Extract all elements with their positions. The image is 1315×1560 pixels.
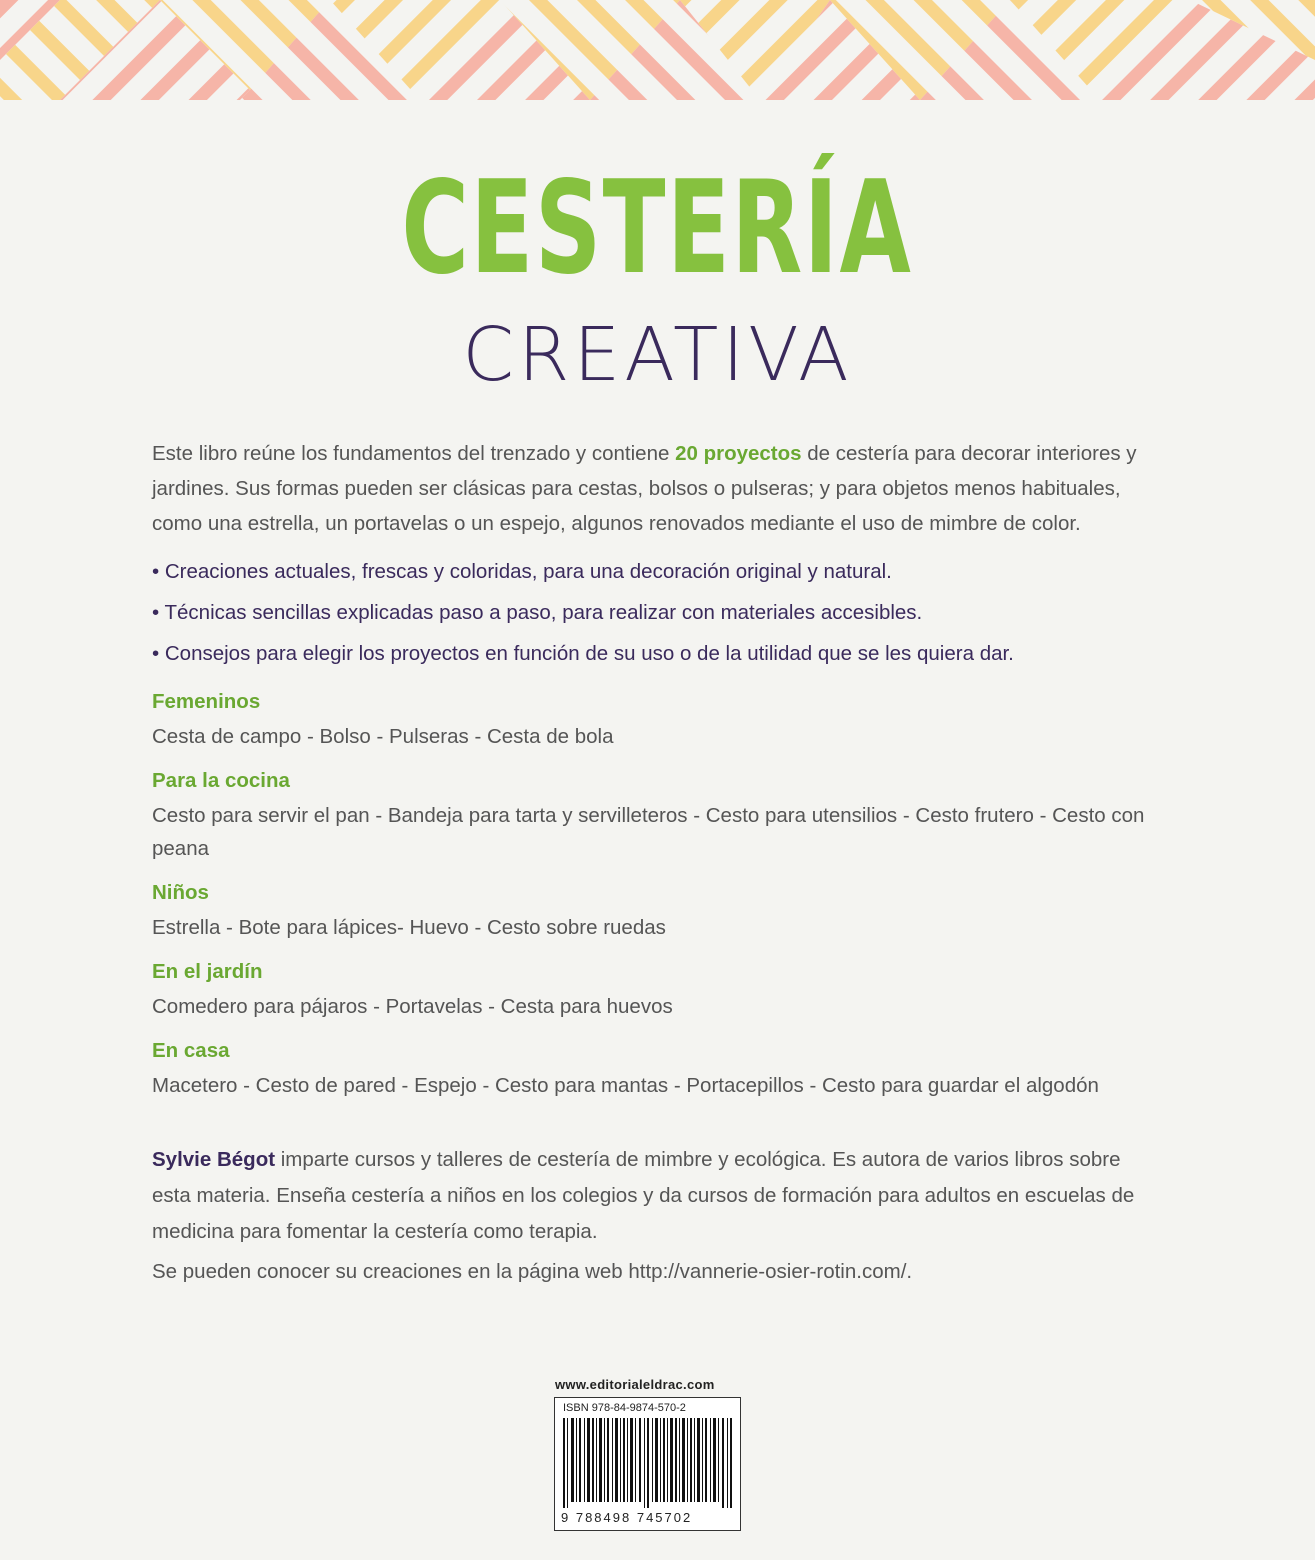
author-name: Sylvie Bégot (152, 1148, 276, 1171)
category-heading: En el jardín (152, 960, 263, 983)
feature-item: • Técnicas sencillas explicadas paso a paso, para realizar con materiales accesibles. (152, 601, 923, 624)
intro-highlight: 20 proyectos (675, 442, 802, 465)
category-items: Cesto para servir el pan - Bandeja para tarta y servilleteros - Cesto para utensilios - Cesto frutero - Cesto con peana (152, 804, 1145, 860)
category-ninos (152, 875, 1152, 944)
category-en-el-jardin (152, 954, 1152, 1023)
feature-item: • Creaciones actuales, frescas y coloridas, para una decoración original y natural. (152, 560, 892, 583)
category-para-la-cocina (152, 763, 1152, 865)
intro-paragraph (152, 436, 1152, 541)
isbn-label: ISBN 978-84-9874-570-2 (563, 1402, 686, 1414)
author-bio-text: imparte cursos y talleres de cestería de mimbre y ecológica. Es autora de varios libros sobre esta materia. Enseña cestería a niños en los colegios y da cursos de formación para adultos en escuelas de medicina para fomentar la cestería como terapia. (152, 1148, 1135, 1243)
category-heading: Femeninos (152, 690, 261, 713)
category-heading: En casa (152, 1039, 230, 1062)
barcode-number: 9 788498 745702 (561, 1510, 693, 1525)
author-website-note: Se pueden conocer su creaciones en la página web http://vannerie-osier-rotin.com/. (152, 1260, 913, 1283)
category-femeninos (152, 684, 1152, 753)
category-heading: Niños (152, 881, 209, 904)
intro-text-end: de cestería para decorar interiores y jardines. Sus formas pueden ser clásicas para cestas, bolsos o pulseras; y para objetos menos habituales, como una estrella, un portavelas o un espejo, algunos renovados mediante el uso de mimbre de color. (152, 442, 1137, 535)
barcode-block (554, 1397, 741, 1531)
category-items: Estrella - Bote para lápices- Huevo - Cesto sobre ruedas (152, 916, 666, 939)
category-items: Comedero para pájaros - Portavelas - Cesta para huevos (152, 995, 673, 1018)
decorative-stripe-banner (0, 0, 1315, 100)
category-items: Macetero - Cesto de pared - Espejo - Cesto para mantas - Portacepillos - Cesto para guardar el algodón (152, 1074, 1099, 1097)
intro-text-start: Este libro reúne los fundamentos del trenzado y contiene (152, 442, 676, 465)
author-bio (152, 1142, 1152, 1250)
book-subtitle: CREATIVA (462, 312, 853, 398)
category-items: Cesta de campo - Bolso - Pulseras - Cesta de bola (152, 725, 614, 748)
book-title: CESTERÍA (401, 154, 913, 303)
feature-item: • Consejos para elegir los proyectos en función de su uso o de la utilidad que se les quiera dar. (152, 642, 1014, 665)
feature-list (152, 551, 1152, 674)
publisher-url: www.editorialeldrac.com (555, 1377, 715, 1392)
barcode-icon (563, 1418, 732, 1508)
back-cover-text (152, 436, 1152, 1290)
category-heading: Para la cocina (152, 769, 290, 792)
category-en-casa (152, 1033, 1152, 1102)
